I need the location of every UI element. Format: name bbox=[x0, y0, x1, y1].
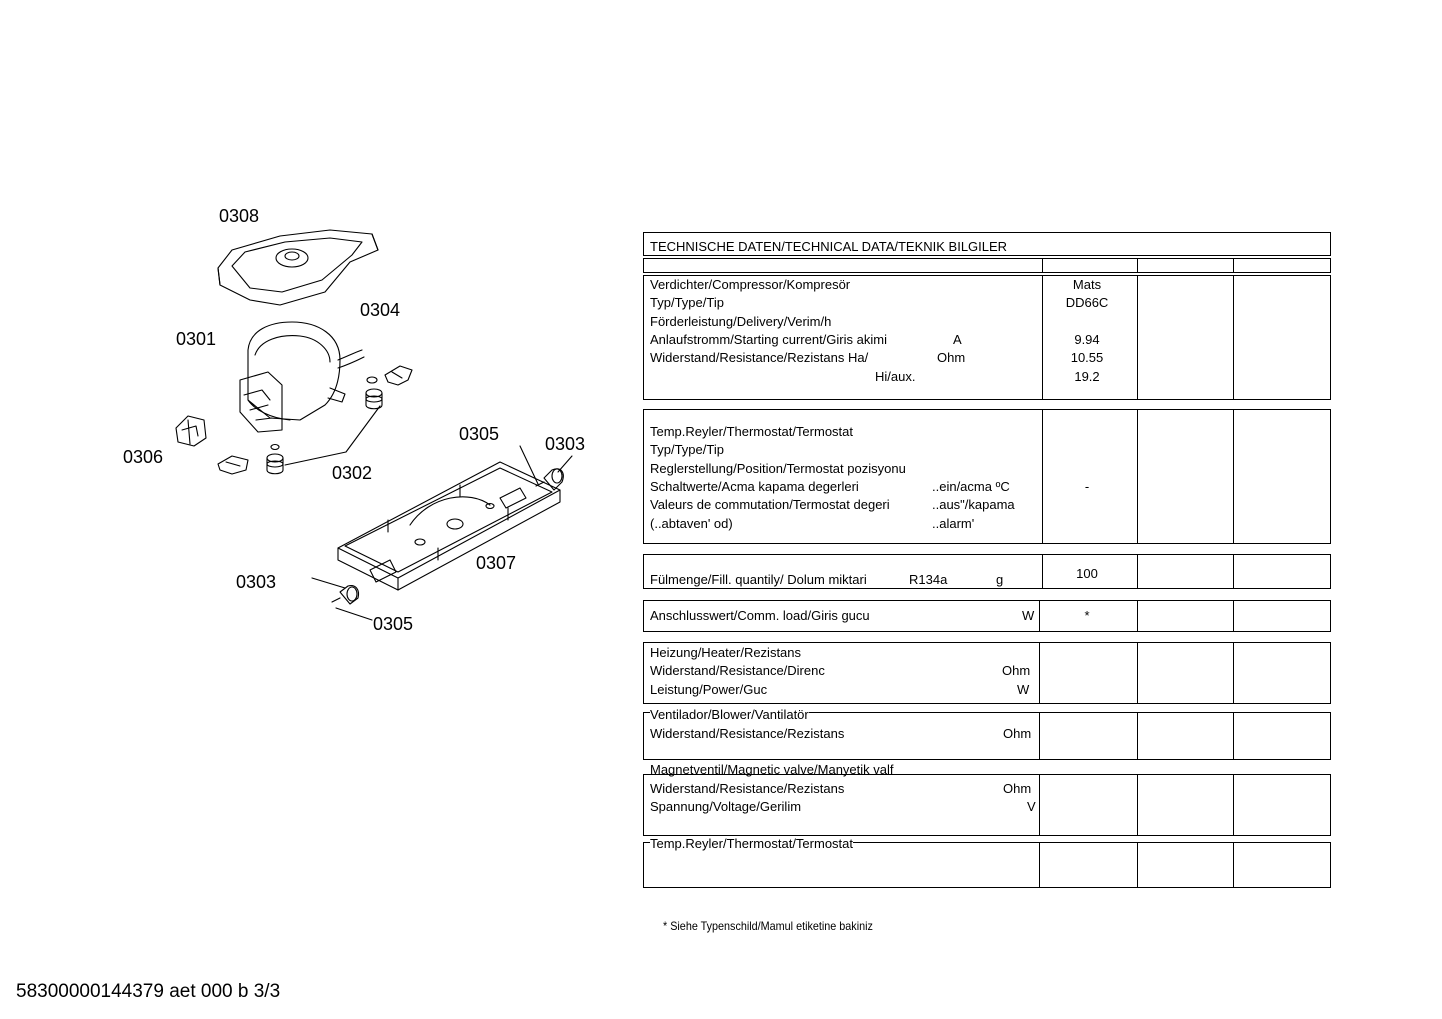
part-label-0302: 0302 bbox=[332, 463, 373, 483]
table-header: TECHNISCHE DATEN/TECHNICAL DATA/TEKNIK BILGILER bbox=[650, 239, 1008, 254]
blower-resistance-label: Widerstand/Resistance/Rezistans bbox=[650, 726, 845, 741]
thermostat2-title: Temp.Reyler/Thermostat/Termostat bbox=[650, 836, 854, 851]
switch-note-alarm: ..alarm' bbox=[932, 516, 975, 531]
abtaven-label: (..abtaven' od) bbox=[650, 516, 733, 531]
valve-title: Magnetventil/Magnetic valve/Manyetik valf bbox=[650, 762, 894, 777]
heater-power-unit: W bbox=[1017, 682, 1030, 697]
part-label-0303-lower: 0303 bbox=[236, 572, 277, 592]
part-label-0301: 0301 bbox=[176, 329, 217, 349]
compressor-type-value: DD66C bbox=[1065, 295, 1109, 310]
blower-title: Ventilador/Blower/Vantilatör bbox=[650, 707, 809, 722]
unit-ampere: A bbox=[953, 332, 962, 347]
relay-0306 bbox=[176, 416, 248, 474]
starting-current-value: 9.94 bbox=[1074, 332, 1100, 347]
thermostat-value: - bbox=[1084, 479, 1090, 494]
thermostat-type-label: Typ/Type/Tip bbox=[650, 442, 724, 457]
connected-load-label: Anschlusswert/Comm. load/Giris gucu bbox=[650, 608, 870, 623]
resistance-aux-value: 19.2 bbox=[1074, 369, 1100, 384]
exploded-parts-diagram bbox=[0, 0, 700, 700]
delivery-label: Förderleistung/Delivery/Verim/h bbox=[650, 314, 832, 329]
heater-title: Heizung/Heater/Rezistans bbox=[650, 645, 802, 660]
column-header-strip bbox=[643, 258, 1331, 273]
commutation-label: Valeurs de commutation/Termostat degeri bbox=[650, 497, 890, 512]
resistance-main-value: 10.55 bbox=[1070, 350, 1104, 365]
tray-0308 bbox=[218, 230, 378, 305]
fill-quantity-label: Fülmenge/Fill. quantily/ Dolum miktari bbox=[650, 572, 867, 587]
clip-0304 bbox=[367, 366, 412, 385]
switch-note-aus: ..aus"/kapama bbox=[932, 497, 1015, 512]
fill-unit: g bbox=[996, 572, 1004, 587]
connected-load-value: * bbox=[1084, 608, 1090, 623]
hi-aux-label: Hi/aux. bbox=[875, 369, 916, 384]
switch-values-label: Schaltwerte/Acma kapama degerleri bbox=[650, 479, 859, 494]
refrigerant-type: R134a bbox=[909, 572, 948, 587]
fill-quantity-value: 100 bbox=[1076, 566, 1098, 581]
thermostat-position-label: Reglerstellung/Position/Termostat pozisyonu bbox=[650, 461, 906, 476]
unit-ohm: Ohm bbox=[937, 350, 966, 365]
starting-current-label: Anlaufstromm/Starting current/Giris akimi bbox=[650, 332, 887, 347]
part-label-0308: 0308 bbox=[219, 206, 260, 226]
compressor-0301 bbox=[240, 322, 364, 432]
part-label-0305-upper: 0305 bbox=[459, 424, 500, 444]
heater-resistance-label: Widerstand/Resistance/Direnc bbox=[650, 663, 825, 678]
compressor-type-label: Typ/Type/Tip bbox=[650, 295, 724, 310]
valve-voltage-label: Spannung/Voltage/Gerilim bbox=[650, 799, 802, 814]
part-label-0306: 0306 bbox=[123, 447, 164, 467]
part-label-0303-upper: 0303 bbox=[545, 434, 586, 454]
resistance-label: Widerstand/Resistance/Rezistans Ha/ bbox=[650, 350, 869, 365]
connected-load-unit: W bbox=[1022, 608, 1035, 623]
part-label-0304: 0304 bbox=[360, 300, 401, 320]
valve-resistance-unit: Ohm bbox=[1003, 781, 1032, 796]
grommet-0302b bbox=[267, 445, 283, 474]
compressor-maker-value: Mats bbox=[1072, 277, 1102, 292]
valve-resistance-label: Widerstand/Resistance/Rezistans bbox=[650, 781, 845, 796]
document-id: 58300000144379 aet 000 b 3/3 bbox=[16, 981, 281, 1002]
thermostat-title: Temp.Reyler/Thermostat/Termostat bbox=[650, 424, 854, 439]
heater-resistance-unit: Ohm bbox=[1002, 663, 1031, 678]
part-label-0307: 0307 bbox=[476, 553, 517, 573]
compressor-row-label: Verdichter/Compressor/Kompresör bbox=[650, 277, 851, 292]
footnote: * Siehe Typenschild/Mamul etiketine bakiniz bbox=[663, 919, 873, 933]
blower-resistance-unit: Ohm bbox=[1003, 726, 1032, 741]
part-label-0305-lower: 0305 bbox=[373, 614, 414, 634]
switch-note-ein: ..ein/acma ºC bbox=[932, 479, 1010, 494]
heater-power-label: Leistung/Power/Guc bbox=[650, 682, 768, 697]
valve-voltage-unit: V bbox=[1027, 799, 1036, 814]
